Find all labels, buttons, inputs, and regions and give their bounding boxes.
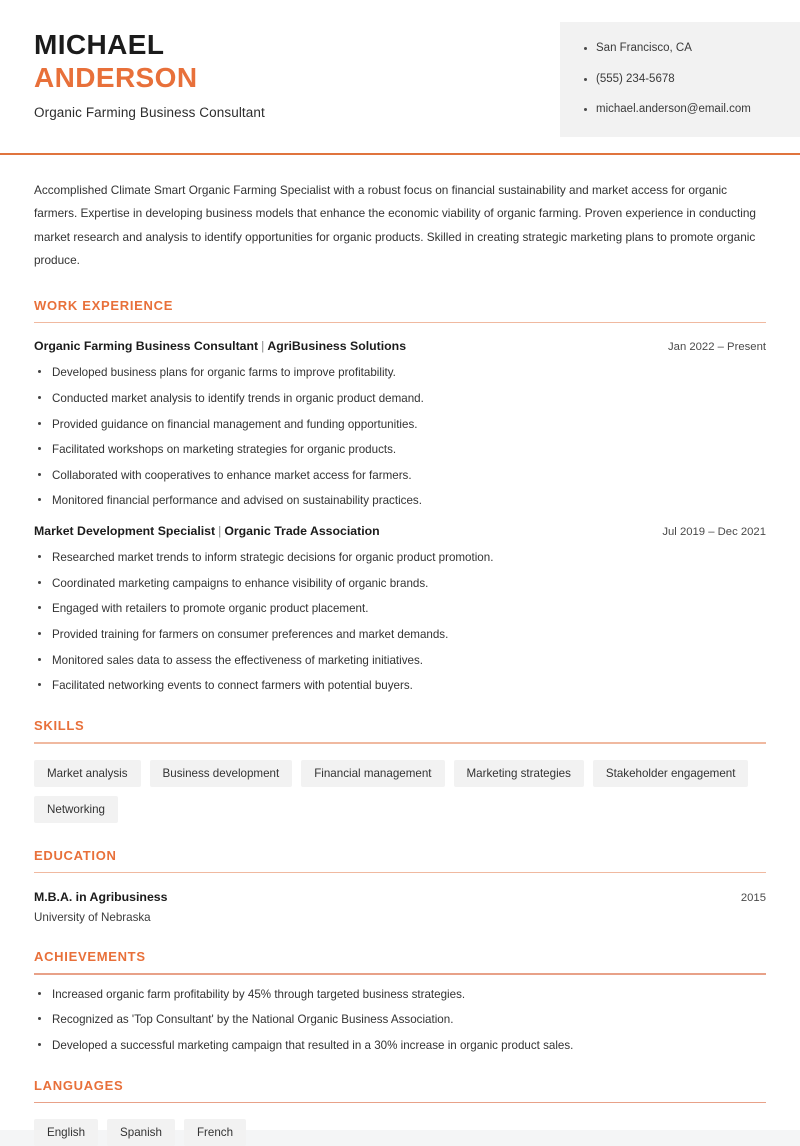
section-work-experience — [34, 298, 766, 693]
section-divider — [34, 872, 766, 874]
language-pill: Spanish — [107, 1119, 175, 1146]
section-title-languages: LANGUAGES — [34, 1077, 124, 1093]
job-responsibility-list — [34, 550, 766, 693]
job-responsibility-list — [34, 365, 766, 508]
list-item: Recognized as 'Top Consultant' by the National Organic Business Association. — [34, 1012, 766, 1027]
list-item: Developed business plans for organic farms to improve profitability. — [34, 365, 766, 380]
job-company: AgriBusiness Solutions — [267, 339, 407, 354]
skill-pill: Business development — [150, 760, 293, 787]
section-skills — [34, 718, 766, 823]
list-item: Collaborated with cooperatives to enhance market access for farmers. — [34, 468, 766, 483]
job-company: Organic Trade Association — [224, 524, 380, 539]
list-item: Monitored sales data to assess the effectiveness of marketing initiatives. — [34, 653, 766, 668]
job-title-company — [34, 339, 406, 353]
section-divider — [34, 322, 766, 324]
section-divider — [34, 1102, 766, 1104]
professional-title: Organic Farming Business Consultant — [34, 105, 265, 121]
job-header — [34, 339, 766, 353]
achievements-list — [34, 987, 766, 1053]
skill-pill: Networking — [34, 796, 118, 823]
list-item: Monitored financial performance and advised on sustainability practices. — [34, 493, 766, 508]
job-separator: | — [218, 524, 222, 539]
resume-header — [0, 0, 800, 137]
language-pill: French — [184, 1119, 246, 1146]
header-divider — [0, 153, 800, 155]
section-title-work-experience: WORK EXPERIENCE — [34, 297, 174, 313]
list-item: Provided training for farmers on consumer preferences and market demands. — [34, 627, 766, 642]
job-dates: Jan 2022 – Present — [668, 341, 766, 354]
language-pill: English — [34, 1119, 98, 1146]
contact-phone: (555) 234-5678 — [584, 72, 782, 88]
education-year: 2015 — [740, 892, 766, 905]
contact-location: San Francisco, CA — [584, 41, 782, 57]
job-entry — [34, 339, 766, 508]
job-title-company — [34, 524, 380, 538]
section-divider — [34, 742, 766, 744]
education-entry — [34, 890, 766, 924]
list-item: Developed a successful marketing campaign that resulted in a 30% increase in organic product sales. — [34, 1038, 766, 1053]
job-role: Market Development Specialist — [34, 524, 216, 539]
job-entry — [34, 524, 766, 693]
first-name: MICHAEL — [34, 29, 165, 60]
job-dates: Jul 2019 – Dec 2021 — [662, 526, 766, 539]
identity-block — [0, 22, 265, 120]
section-divider — [34, 973, 766, 975]
education-header — [34, 890, 766, 904]
job-header — [34, 524, 766, 538]
job-separator: | — [261, 339, 265, 354]
skill-pill: Financial management — [301, 760, 444, 787]
last-name: ANDERSON — [34, 62, 198, 94]
section-languages — [34, 1078, 766, 1146]
job-role: Organic Farming Business Consultant — [34, 339, 259, 354]
section-achievements — [34, 949, 766, 1053]
professional-summary: Accomplished Climate Smart Organic Farming Specialist with a robust focus on financial sustainability and market access for organic farmers. Expertise in developing business models that enhance the economic viability of organic farming. Proven experience in conducting market research and analysis to identify opportunities for organic products. Skilled in creating strategic marketing plans to promote organic produce. — [34, 182, 756, 268]
list-item: Coordinated marketing campaigns to enhance visibility of organic brands. — [34, 576, 766, 591]
languages-pill-list — [34, 1119, 766, 1146]
section-title-skills: SKILLS — [34, 718, 85, 734]
education-degree: M.B.A. in Agribusiness — [34, 890, 168, 905]
skills-pill-list — [34, 760, 766, 823]
contact-email: michael.anderson@email.com — [584, 102, 782, 118]
list-item: Facilitated networking events to connect farmers with potential buyers. — [34, 678, 766, 693]
list-item: Increased organic farm profitability by 45% through targeted business strategies. — [34, 987, 766, 1002]
resume-body — [0, 179, 800, 1146]
list-item: Provided guidance on financial management and funding opportunities. — [34, 417, 766, 432]
list-item: Conducted market analysis to identify trends in organic product demand. — [34, 391, 766, 406]
section-title-education: EDUCATION — [34, 847, 117, 863]
section-education — [34, 848, 766, 925]
skill-pill: Market analysis — [34, 760, 141, 787]
education-school: University of Nebraska — [34, 911, 151, 925]
section-title-achievements: ACHIEVEMENTS — [34, 949, 146, 965]
list-item: Engaged with retailers to promote organic product placement. — [34, 601, 766, 616]
contact-info-box — [560, 22, 800, 137]
list-item: Researched market trends to inform strategic decisions for organic product promotion. — [34, 550, 766, 565]
skill-pill: Marketing strategies — [454, 760, 584, 787]
skill-pill: Stakeholder engagement — [593, 760, 749, 787]
list-item: Facilitated workshops on marketing strategies for organic products. — [34, 442, 766, 457]
